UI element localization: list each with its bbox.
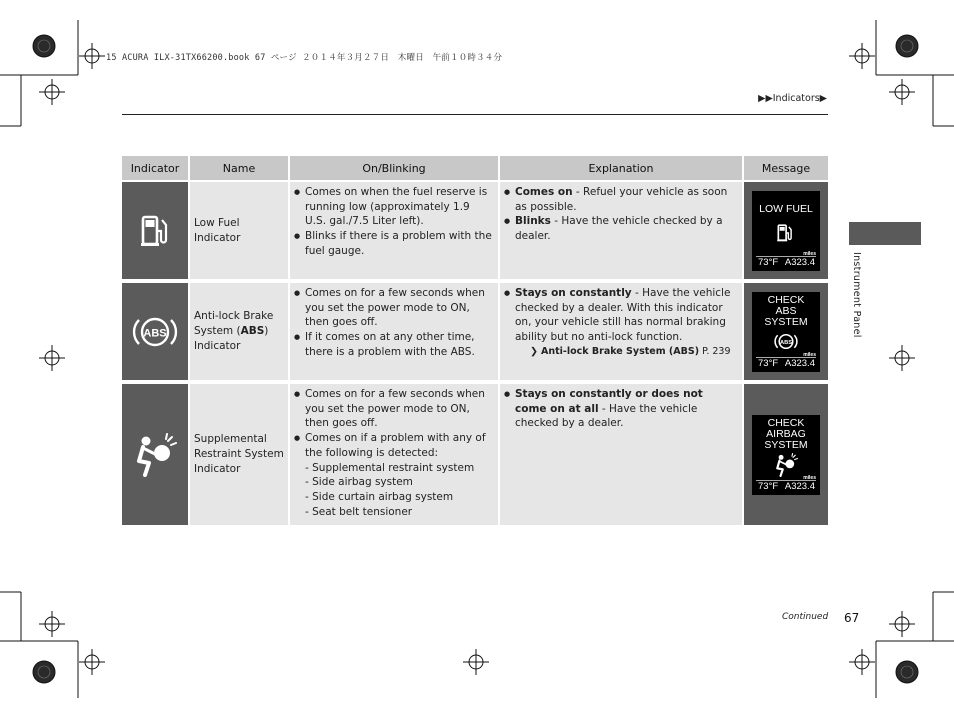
message-display — [752, 191, 820, 271]
header-on-blinking: On/Blinking — [290, 156, 500, 180]
on-blinking-item: ● Comes on for a few seconds when you set the power mode to ON, then goes off. — [294, 286, 492, 330]
message-cell — [744, 283, 828, 380]
on-blinking-item: ● Blinks if there is a problem with the fuel gauge. — [294, 229, 492, 258]
airbag-icon — [133, 433, 177, 477]
temperature-readout: 73°F — [758, 357, 779, 369]
header-message: Message — [744, 156, 828, 180]
fuel-pump-icon — [776, 223, 794, 243]
indicator-name: Supplemental Restraint System Indicator — [190, 384, 290, 525]
message-line: CHECK — [767, 416, 805, 429]
header-indicator: Indicator — [122, 156, 190, 180]
on-blinking-cell — [290, 283, 500, 380]
explanation-item: ● Stays on constantly or does not come on at all - Have the vehicle checked by a dealer. — [504, 387, 736, 431]
airbag-icon — [774, 453, 798, 477]
on-blinking-item: ● Comes on for a few seconds when you set the power mode to ON, then goes off. — [294, 387, 492, 431]
svg-text:ABS: ABS — [143, 327, 167, 339]
odometer-unit: miles — [803, 351, 816, 358]
sub-item: - Supplemental restraint system — [305, 461, 475, 474]
on-blinking-item: ● Comes on when the fuel reserve is running low (approximately 1.9 U.S. gal./7.5 Liter left). — [294, 185, 492, 229]
explanation-cell — [500, 283, 744, 380]
message-line: SYSTEM — [764, 438, 808, 451]
fuel-pump-icon — [139, 213, 171, 249]
indicator-cell — [122, 182, 190, 279]
sub-item: - Side airbag system — [305, 476, 413, 489]
indicator-name: Low Fuel Indicator — [190, 182, 290, 279]
message-line: AIRBAG — [766, 427, 806, 440]
reference-title: Anti-lock Brake System (ABS) — [541, 345, 700, 357]
abs-icon — [773, 332, 799, 351]
side-tab — [849, 222, 921, 245]
page-number: 67 — [844, 611, 860, 625]
continued-label: Continued — [782, 612, 829, 622]
header-explanation: Explanation — [500, 156, 744, 180]
reference-page: P. 239 — [699, 345, 731, 357]
sub-item: - Seat belt tensioner — [305, 505, 413, 518]
header-rule — [122, 114, 828, 115]
table-header — [122, 156, 828, 180]
on-blinking-cell — [290, 182, 500, 279]
message-line: ABS — [775, 304, 797, 317]
abs-icon — [130, 314, 180, 350]
message-cell — [744, 182, 828, 279]
side-tab-label: Instrument Panel — [851, 252, 862, 338]
odometer-unit: miles — [803, 250, 816, 257]
sub-item: - Side curtain airbag system — [305, 490, 454, 503]
message-line: SYSTEM — [764, 315, 808, 328]
table-row — [122, 384, 828, 525]
cross-reference-link[interactable] — [504, 345, 736, 360]
explanation-item: ● Comes on - Refuel your vehicle as soon as possible. — [504, 185, 736, 214]
message-display — [752, 292, 820, 372]
print-header: 15 ACURA ILX-31TX66200.book 67 ページ ２０１４年３月２７日 木曜日 午前１０時３４分 — [106, 53, 503, 63]
odometer-readout: A323.4 — [784, 480, 815, 492]
indicator-name: Anti-lock Brake System (ABS) Indicator — [190, 283, 290, 380]
explanation-cell — [500, 384, 744, 525]
temperature-readout: 73°F — [758, 256, 779, 268]
on-blinking-item: ● If it comes on at any other time, there is a problem with the ABS. — [294, 330, 492, 359]
indicator-cell — [122, 283, 190, 380]
odometer-readout: A323.4 — [784, 256, 815, 268]
odometer-readout: A323.4 — [784, 357, 815, 369]
on-blinking-item: ● Comes on if a problem with any of the following is detected: — [294, 431, 492, 460]
indicator-cell — [122, 384, 190, 525]
message-display — [752, 415, 820, 495]
reference-arrow-icon: ❯ — [530, 345, 538, 357]
explanation-item: ● Blinks - Have the vehicle checked by a dealer. — [504, 214, 736, 243]
message-line: CHECK — [767, 293, 805, 306]
on-blinking-cell — [290, 384, 500, 525]
header-name: Name — [190, 156, 290, 180]
temperature-readout: 73°F — [758, 480, 779, 492]
indicator-table — [122, 156, 828, 529]
explanation-cell — [500, 182, 744, 279]
message-cell — [744, 384, 828, 525]
breadcrumb[interactable]: ▶▶Indicators▶ — [758, 93, 827, 104]
odometer-unit: miles — [803, 474, 816, 481]
message-line: LOW FUEL — [759, 202, 813, 215]
table-row — [122, 283, 828, 380]
svg-text:ABS: ABS — [779, 339, 793, 346]
table-row — [122, 182, 828, 279]
explanation-item: ● Stays on constantly - Have the vehicle checked by a dealer. With this indicator on, your vehicle still has normal braking ability but no anti-lock function. — [504, 286, 736, 345]
